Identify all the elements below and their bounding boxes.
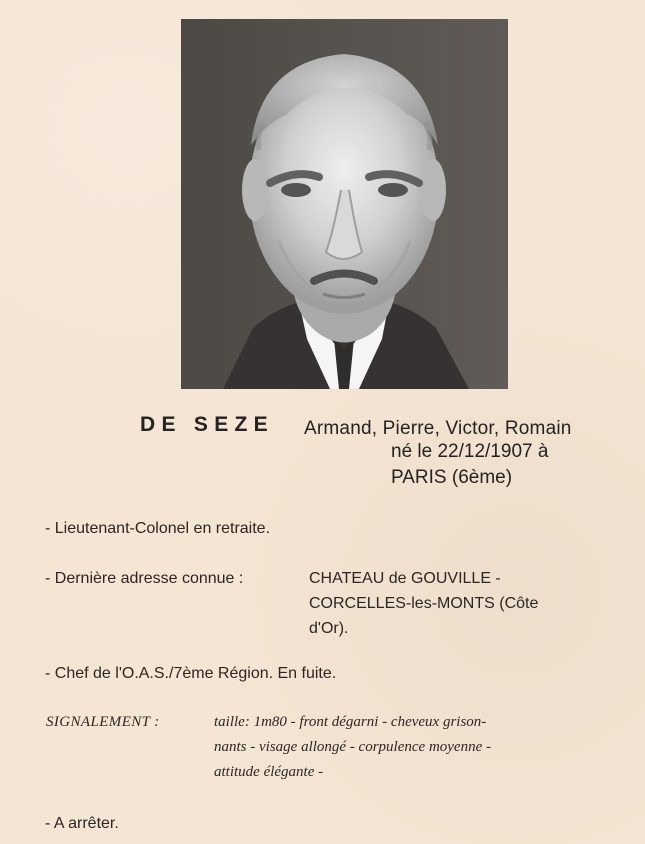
arrest-line: - A arrêter. <box>45 815 119 832</box>
portrait-photo <box>181 19 508 389</box>
signalement-label: SIGNALEMENT : <box>46 714 160 730</box>
given-names: Armand, Pierre, Victor, Romain <box>304 418 572 439</box>
role-line: - Chef de l'O.A.S./7ème Région. En fuite. <box>45 665 337 682</box>
birth-line: né le 22/12/1907 à <box>391 441 549 462</box>
address-label: - Dernière adresse connue : <box>45 570 244 587</box>
address-line-1: CHATEAU de GOUVILLE - <box>309 570 501 587</box>
signalement-line-1: taille: 1m80 - front dégarni - cheveux grison- <box>214 714 487 730</box>
birth-place: PARIS (6ème) <box>391 467 513 488</box>
rank-line: - Lieutenant-Colonel en retraite. <box>45 520 271 537</box>
signalement-line-2: nants - visage allongé - corpulence moyenne - <box>214 739 491 755</box>
surname: DE SEZE <box>140 413 274 436</box>
signalement-line-3: attitude élégante - <box>214 764 324 780</box>
portrait-image <box>181 19 508 389</box>
address-line-2: CORCELLES-les-MONTS (Côte <box>309 595 539 612</box>
address-line-3: d'Or). <box>309 620 349 637</box>
